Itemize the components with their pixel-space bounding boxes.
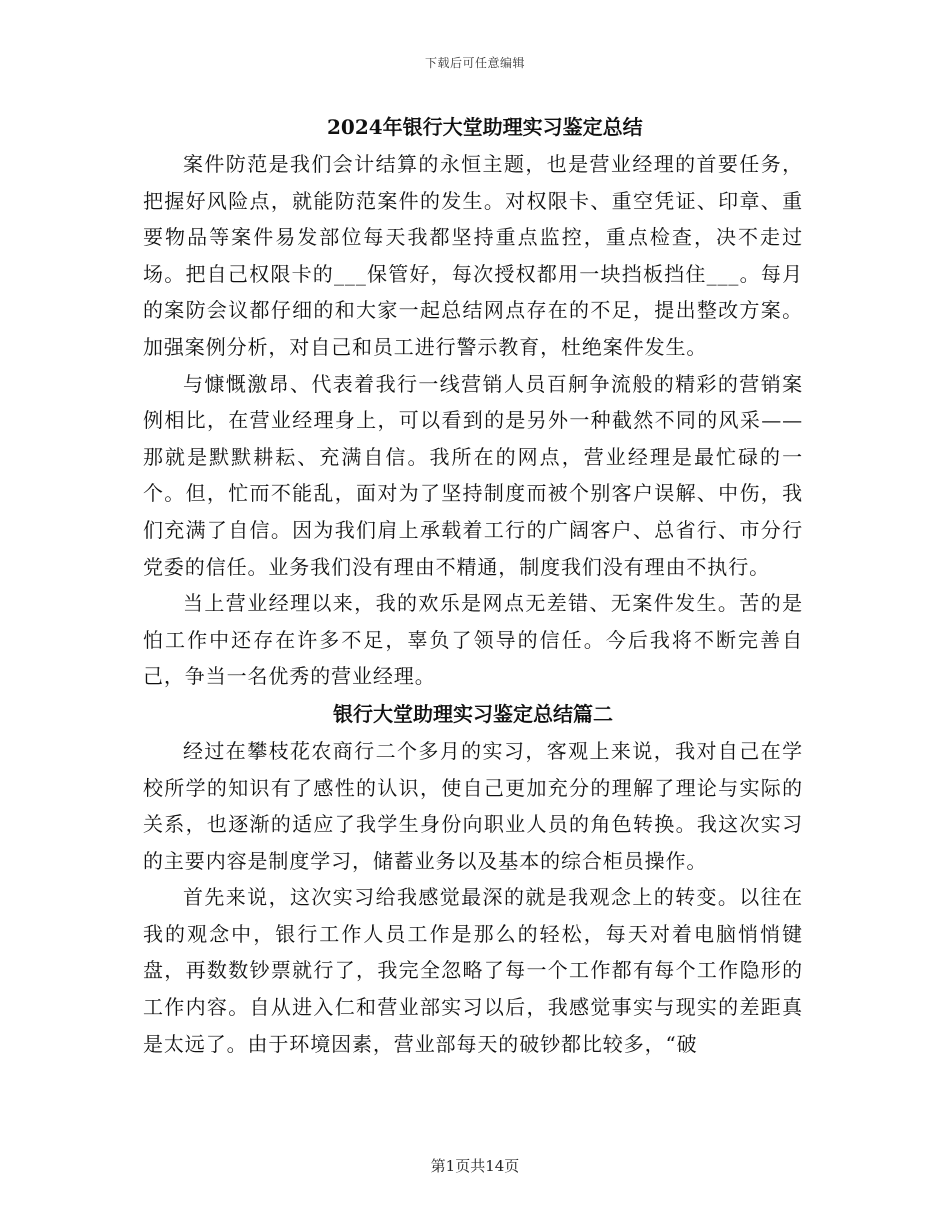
paragraph: 与慷慨激昂、代表着我行一线营销人员百舸争流般的精彩的营销案例相比，在营业经理身上，可以看到的是另外一种截然不同的风采——那就是默默耕耘、充满自信。我所在的网点，营业经理是最忙碌的一个。但，忙而不能乱，面对为了坚持制度而被个别客户误解、中伤，我们充满了自信。因为我们肩上承载着工行的广阔客户、总省行、市分行党委的信任。业务我们没有理由不精通，制度我们没有理由不执行。: [143, 371, 803, 579]
document-body: [143, 108, 803, 1062]
paragraph: 首先来说，这次实习给我感觉最深的就是我观念上的转变。以往在我的观念中，银行工作人员工作是那么的轻松，每天对着电脑悄悄键盘，再数数钞票就行了，我完全忽略了每一个工作都有每个工作隐形的工作内容。自从进入仁和营业部实习以后，我感觉事实与现实的差距真是太远了。由于环境因素，营业部每天的破钞都比较多，“破: [143, 885, 803, 1056]
paragraph: 当上营业经理以来，我的欢乐是网点无差错、无案件发生。苦的是怕工作中还存在许多不足，辜负了领导的信任。今后我将不断完善自己，争当一名优秀的营业经理。: [143, 591, 803, 689]
page-footer: 第1页共14页: [430, 1157, 520, 1175]
document-title: 2024年银行大堂助理实习鉴定总结: [327, 115, 643, 139]
paragraph: 经过在攀枝花农商行二个多月的实习，客观上来说，我对自己在学校所学的知识有了感性的认识，使自己更加充分的理解了理论与实际的关系，也逐渐的适应了我学生身份向职业人员的角色转换。我这次实习的主要内容是制度学习，储蓄业务以及基本的综合柜员操作。: [143, 738, 803, 873]
page-header-note: 下载后可任意编辑: [424, 56, 525, 70]
paragraph: 案件防范是我们会计结算的永恒主题，也是营业经理的首要任务，把握好风险点，就能防范案件的发生。对权限卡、重空凭证、印章、重要物品等案件易发部位每天我都坚持重点监控，重点检查，决不走过场。把自己权限卡的___保管好，每次授权都用一块挡板挡住___。每月的案防会议都仔细的和大家一起总结网点存在的不足，提出整改方案。加强案例分析，对自己和员工进行警示教育，杜绝案件发生。: [143, 152, 803, 359]
section-title: 银行大堂助理实习鉴定总结篇二: [333, 701, 613, 726]
